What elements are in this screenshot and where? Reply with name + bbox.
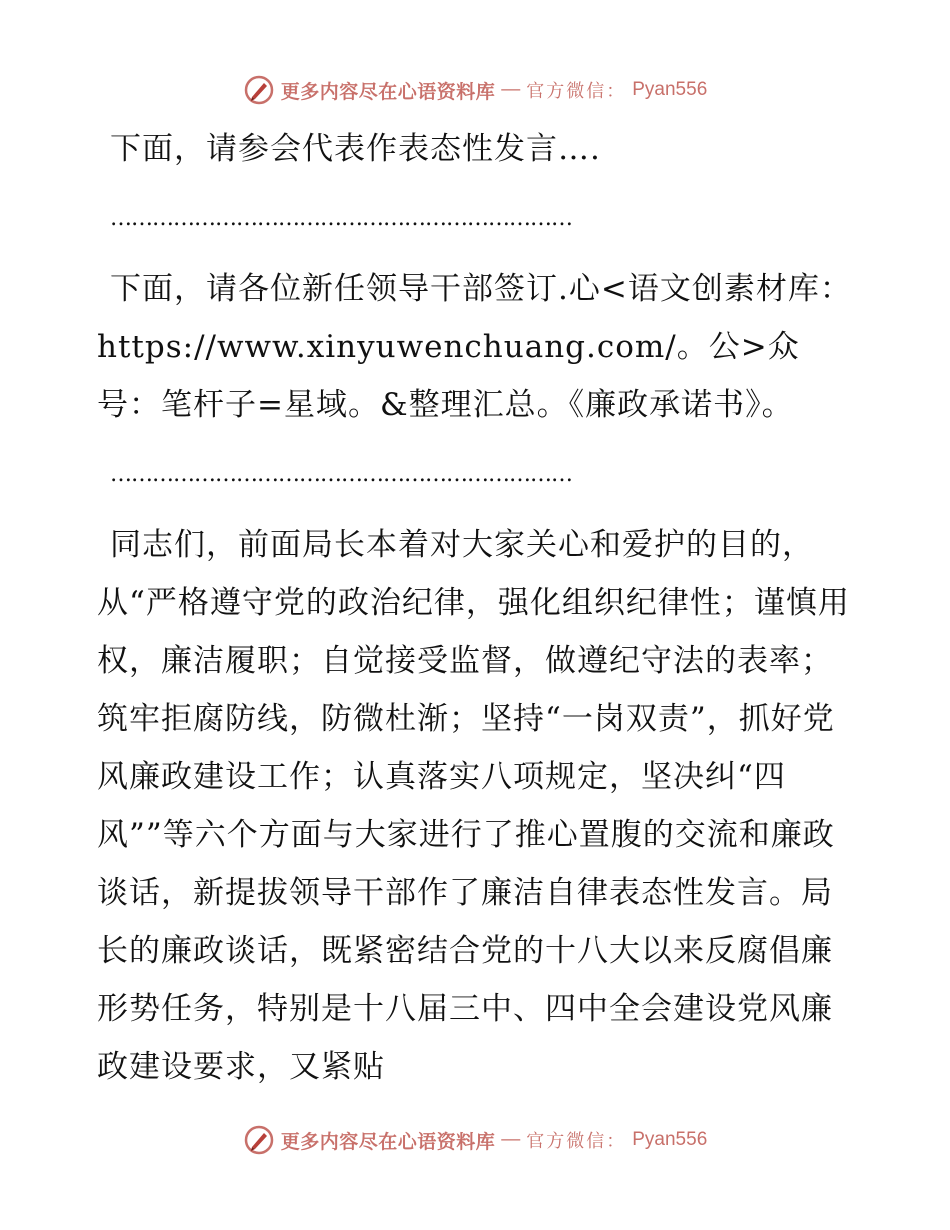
header-watermark bbox=[0, 70, 950, 110]
paragraph-pledge-signing: 下面，请各位新任领导干部签订.心<语文创素材库：https://www.xinyuwenchuang.com/。公>众号：笔杆子=星域。&整理汇总。《廉政承诺书》。 bbox=[97, 271, 852, 423]
paragraph-summary-speech: 同志们，前面局长本着对大家关心和爱护的目的，从“严格遵守党的政治纪律，强化组织纪律性；谨慎用权，廉洁履职；自觉接受监督，做遵纪守法的表率；筑牢拒腐防线，防微杜渐；坚持“一岗双责”，抓好党风廉政建设工作；认真落实八项规定，坚决纠“四风””等六个方面与大家进行了推心置腹的交流和廉政谈话，新提拔领导干部作了廉洁自律表态性发言。局长的廉政谈话，既紧密结合党的十八大以来反腐倡廉形势任务，特别是十八届三中、四中全会建设党风廉政建设要求，又紧贴 bbox=[97, 527, 850, 1085]
watermark-label: 官方微信： bbox=[526, 81, 627, 102]
pen-logo-icon bbox=[243, 74, 275, 106]
watermark-account: Pyan556 bbox=[632, 79, 708, 100]
document-body bbox=[97, 120, 857, 1096]
pen-logo-icon bbox=[243, 1124, 275, 1156]
watermark-account: Pyan556 bbox=[632, 1129, 708, 1150]
watermark-dash: — bbox=[501, 79, 521, 100]
ellipsis-separator: ………………………………………………………… bbox=[110, 206, 572, 231]
watermark-dash: — bbox=[501, 1129, 521, 1150]
watermark-site-text: 更多内容尽在心语资料库 bbox=[280, 1130, 496, 1153]
footer-watermark bbox=[0, 1120, 950, 1160]
paragraph-speech-invite: 下面，请参会代表作表态性发言…. bbox=[110, 131, 601, 167]
watermark-site-text: 更多内容尽在心语资料库 bbox=[280, 80, 496, 103]
watermark-label: 官方微信： bbox=[526, 1131, 627, 1152]
ellipsis-separator: ………………………………………………………… bbox=[110, 462, 572, 487]
